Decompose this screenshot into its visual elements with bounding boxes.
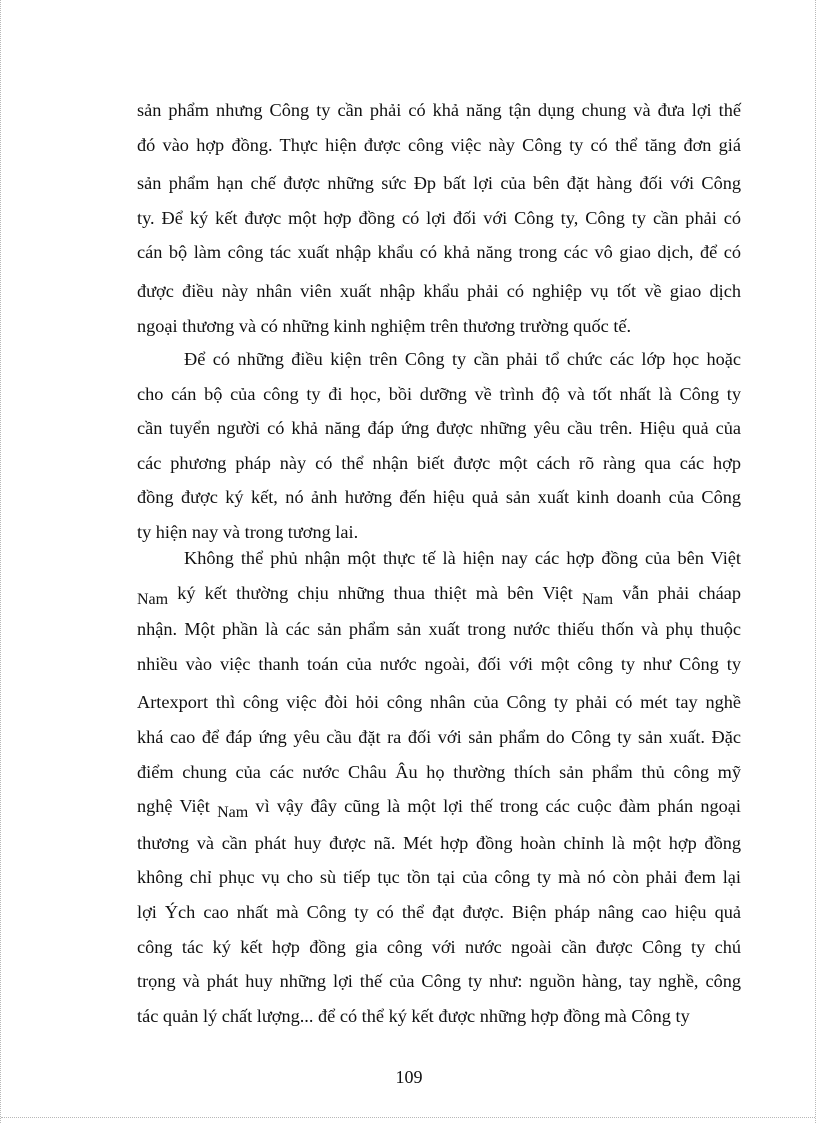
text-line: đồng được ký kết, nó ảnh hưởng đến hiệu quả sản xuất kinh doanh của Công (137, 487, 741, 508)
text-line: không chỉ phục vụ cho sù tiếp tục tồn tại của công ty mà nó còn phải đem lại (137, 867, 741, 888)
text-line: Không thể phủ nhận một thực tế là hiện nay các hợp đồng của bên Việt (184, 548, 741, 568)
subscript-word: Nam (581, 590, 614, 608)
text-line: ngoại thương và có những kinh nghiệm trên thương trường quốc tế. (137, 315, 632, 336)
text-line: các phương pháp này có thể nhận biết được một cách rõ ràng qua các hợp (137, 452, 741, 473)
text-line: ty hiện nay và trong tương lai. (137, 521, 359, 542)
text-line: thương và cần phát huy được nã. Mét hợp đồng hoàn chỉnh là một hợp đồng (137, 832, 741, 853)
text-line: cho cán bộ của công ty đi học, bồi dưỡng về trình độ và tốt nhất là Công ty (137, 383, 741, 404)
text-line: được điều này nhân viên xuất nhập khẩu phải có nghiệp vụ tốt về giao dịch (137, 280, 741, 301)
subscript-word: Nam (137, 590, 169, 608)
text-line: trọng và phát huy những lợi thế của Công ty như: nguồn hàng, tay nghề, công (137, 971, 741, 992)
paragraph-3 (137, 541, 741, 1033)
text-line: khá cao để đáp ứng yêu cầu đặt ra đối với sản phẩm do Công ty sản xuất. Đặc (137, 726, 741, 747)
text-line: nhiều vào việc thanh toán của nước ngoài, đối với một công ty như Công ty (137, 653, 741, 674)
paragraph-1 (137, 93, 741, 343)
text-line: sản phẩm hạn chế được những sức Ðp bất lợi của bên đặt hàng đối với Công (137, 173, 741, 194)
text-line: lợi Ých cao nhất mà Công ty có thể đạt được. Biện pháp nâng cao hiệu quả (137, 901, 741, 922)
text-line: cán bộ làm công tác xuất nhập khẩu có khả năng trong các vô giao dịch, để có (137, 242, 741, 263)
text-line: công tác ký kết hợp đồng gia công với nước ngoài cần được Công ty chú (137, 936, 741, 957)
paragraph-2 (137, 342, 741, 550)
page-bottom-border (1, 1117, 815, 1118)
text-line: Artexport thì công việc đòi hỏi công nhân của Công ty phải có mét tay nghề (137, 692, 741, 713)
page-number: 109 (395, 1067, 423, 1087)
text-line: tác quản lý chất lượng... để có thể ký kết được những hợp đồng mà Công ty (137, 1005, 690, 1026)
text-line: sản phẩm nhưng Công ty cần phải có khả năng tận dụng chung và đưa lợi thế (137, 100, 741, 120)
text-line: nhận. Một phần là các sản phẩm sản xuất trong nước thiếu thốn và phụ thuộc (137, 619, 741, 640)
text-line: ty. Để ký kết được một hợp đồng có lợi đối với Công ty, Công ty cần phải có (137, 207, 741, 228)
text-line: Để có những điều kiện trên Công ty cần phải tổ chức các lớp học hoặc (184, 349, 741, 369)
text-line: đó vào hợp đồng. Thực hiện được công việc này Công ty có thể tăng đơn giá (137, 134, 741, 155)
text-line: cần tuyển người có khả năng đáp ứng được những yêu cầu trên. Hiệu quả của (137, 418, 741, 439)
text-line-with-subscript: nghệ Việt Nam vì vậy đây cũng là một lợi thế trong các cuộc đàm phán ngoại (137, 796, 741, 822)
text-line: điểm chung của các nước Châu Âu họ thường thích sản phẩm thủ công mỹ (137, 761, 741, 782)
text-line-with-subscript: Nam ký kết thường chịu những thua thiệt mà bên Việt Nam vẫn phải cháap (137, 582, 741, 608)
subscript-word: Nam (217, 804, 249, 822)
